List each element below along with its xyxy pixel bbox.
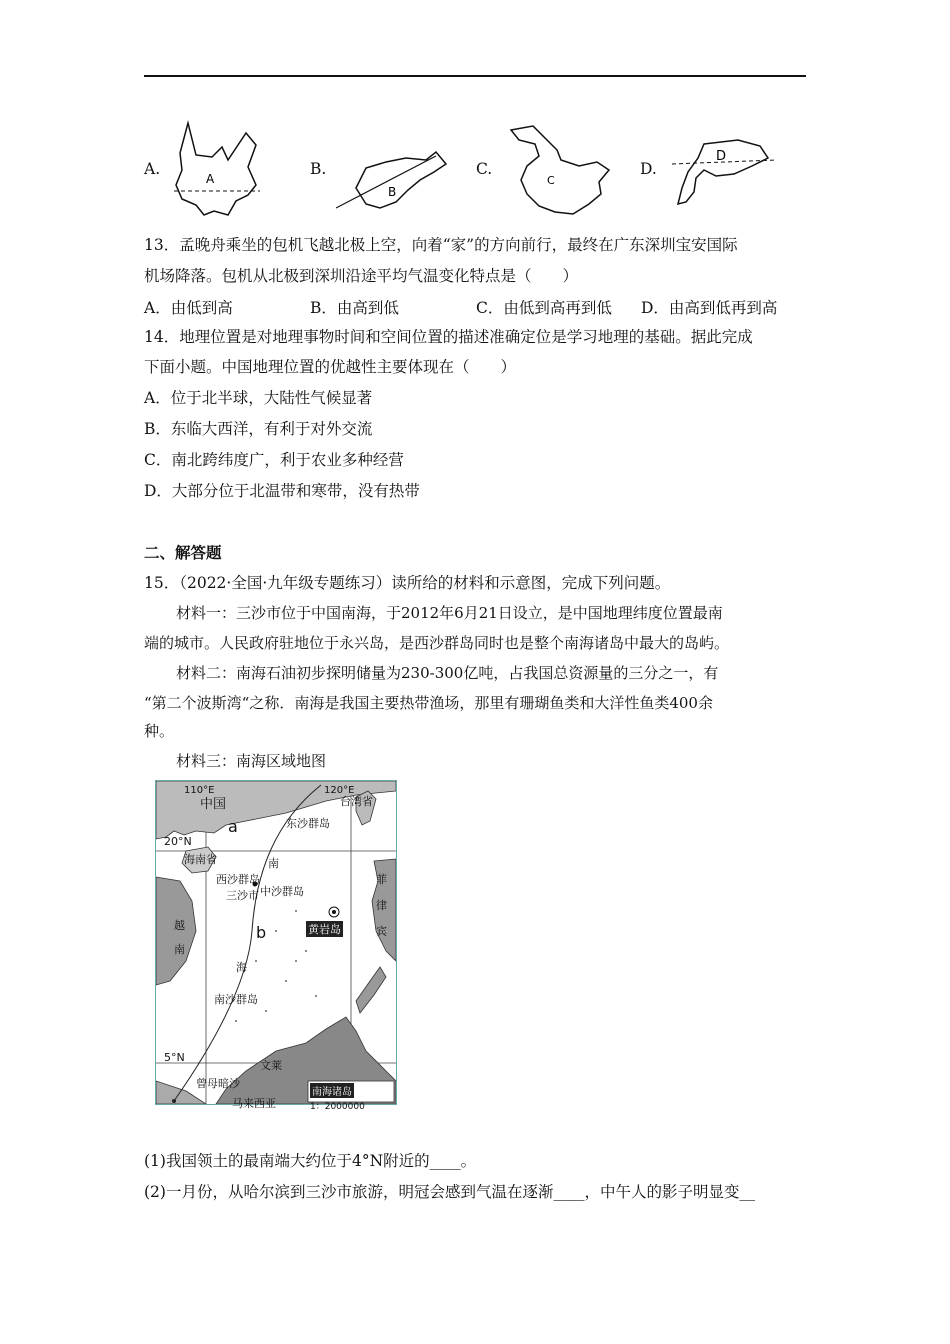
map-label-lon110: 110°E bbox=[184, 785, 215, 796]
q14-option-d: D．大部分位于北温带和寒带，没有热带 bbox=[144, 482, 420, 500]
map-label-dongsha: 东沙群岛 bbox=[286, 817, 330, 830]
map-label-hai: 海 bbox=[236, 961, 247, 974]
map-label-lat5: 5°N bbox=[164, 1051, 185, 1064]
outline-c-mark: C bbox=[547, 174, 555, 187]
q13-option-b: B．由高到低 bbox=[310, 299, 399, 317]
q15-intro: 15．（2022·全国·九年级专题练习）读所给的材料和示意图，完成下列问题。 bbox=[144, 574, 671, 592]
map-label-nansha: 南沙群岛 bbox=[214, 993, 258, 1006]
province-outline-d bbox=[668, 136, 778, 211]
q14-option-a: A．位于北半球，大陆性气候显著 bbox=[144, 389, 373, 407]
south-china-sea-map bbox=[155, 780, 397, 1112]
section-title: 二、解答题 bbox=[144, 543, 222, 562]
map-label-b: b bbox=[256, 923, 267, 942]
q13-option-a: A．由低到高 bbox=[144, 299, 233, 317]
option-a-letter: A. bbox=[144, 160, 161, 178]
q15-sub1: (1)我国领土的最南端大约位于4°N附近的____。 bbox=[144, 1152, 477, 1170]
map-inset-title: 南海诸岛 bbox=[310, 1083, 354, 1098]
map-label-china: 中国 bbox=[200, 797, 227, 812]
map-label-wenlai: 文莱 bbox=[260, 1059, 282, 1072]
map-label-nan2: 南 bbox=[174, 943, 185, 956]
map-label-taiwan: 台湾省 bbox=[340, 795, 373, 808]
map-label-bin: 宾 bbox=[376, 925, 387, 938]
map-label-huangyan: 黄岩岛 bbox=[308, 923, 341, 936]
map-label-lon120: 120°E bbox=[324, 785, 355, 796]
map-label-malaysia: 马来西亚 bbox=[232, 1097, 276, 1110]
q15-material1-a: 材料一：三沙市位于中国南海，于2012年6月21日设立，是中国地理纬度位置最南 bbox=[176, 604, 723, 622]
q14-line2: 下面小题。中国地理位置的优越性主要体现在（ ） bbox=[144, 358, 517, 376]
q15-material2-b: “第二个波斯湾“之称．南海是我国主要热带渔场，那里有珊瑚鱼类和大洋性鱼类400余 bbox=[144, 694, 713, 712]
map-label-lat20: 20°N bbox=[164, 835, 192, 848]
map-label-fei: 菲 bbox=[376, 873, 387, 886]
q13-option-d: D．由高到低再到高 bbox=[641, 299, 778, 317]
outline-d-mark: D bbox=[716, 149, 727, 164]
map-label-zhongsha: 中沙群岛 bbox=[260, 885, 304, 898]
q13-line1: 13．孟晚舟乘坐的包机飞越北极上空，向着“家”的方向前行，最终在广东深圳宝安国际 bbox=[144, 236, 738, 254]
option-c-letter: C. bbox=[476, 160, 493, 178]
q13-line2: 机场降落。包机从北极到深圳沿途平均气温变化特点是（ ） bbox=[144, 267, 579, 285]
map-label-a: a bbox=[228, 817, 238, 836]
province-outline-a bbox=[168, 115, 268, 220]
map-drawing bbox=[156, 781, 396, 1104]
q15-sub2: (2)一月份，从哈尔滨到三沙市旅游，明冠会感到气温在逐渐____，中午人的影子明显变__ bbox=[144, 1183, 755, 1201]
option-d-letter: D. bbox=[640, 160, 657, 178]
header-rule bbox=[144, 75, 806, 77]
q15-material2-c: 种。 bbox=[144, 722, 175, 740]
map-label-lv: 律 bbox=[376, 899, 387, 912]
q14-option-c: C．南北跨纬度广，利于农业多种经营 bbox=[144, 451, 404, 469]
province-outline-c bbox=[505, 120, 615, 218]
map-label-zengmu: 曾母暗沙 bbox=[196, 1077, 240, 1090]
map-scale: 1：2000000 bbox=[310, 1102, 365, 1112]
q13-option-c: C．由低到高再到低 bbox=[476, 299, 612, 317]
outline-a-mark: A bbox=[206, 172, 215, 186]
q15-material1-b: 端的城市。人民政府驻地位于永兴岛，是西沙群岛同时也是整个南海诸岛中最大的岛屿。 bbox=[144, 634, 730, 652]
q15-material2-a: 材料二：南海石油初步探明储量为230-300亿吨，占我国总资源量的三分之一，有 bbox=[176, 664, 719, 682]
q14-option-b: B．东临大西洋，有利于对外交流 bbox=[144, 420, 373, 438]
map-label-xisha: 西沙群岛 bbox=[216, 873, 260, 886]
q14-line1: 14．地理位置是对地理事物时间和空间位置的描述准确定位是学习地理的基础。据此完成 bbox=[144, 328, 753, 346]
outline-b-mark: B bbox=[388, 185, 397, 199]
q15-material3: 材料三：南海区域地图 bbox=[176, 752, 327, 770]
map-label-nan: 南 bbox=[268, 857, 279, 870]
map-label-yue: 越 bbox=[174, 919, 185, 932]
map-label-sansha: 三沙市 bbox=[226, 889, 259, 902]
option-b-letter: B. bbox=[310, 160, 327, 178]
province-outline-b bbox=[336, 150, 461, 215]
map-label-hainan: 海南省 bbox=[184, 853, 217, 866]
